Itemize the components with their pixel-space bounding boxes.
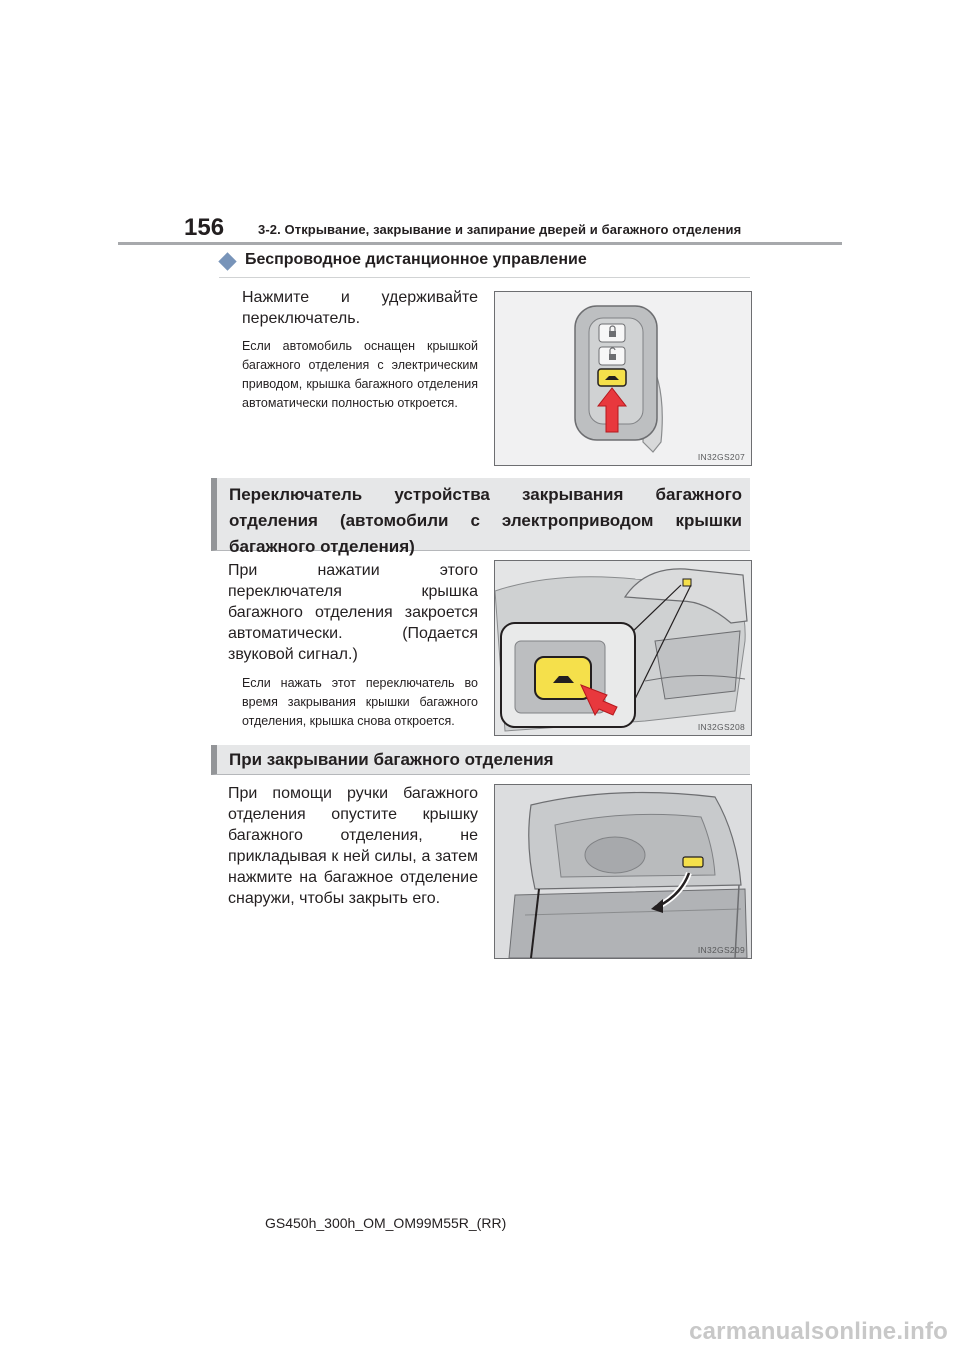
trunk-button-icon	[495, 561, 751, 735]
wireless-heading-text: Беспроводное дистанционное управление	[245, 251, 587, 268]
trunk-closing-illustration	[494, 784, 752, 959]
switch-instruction: При нажатии этого переключателя крышка багажного отделения закроется автоматически. (Подается звуковой сигнал.)	[228, 562, 478, 663]
wireless-note: Если автомобиль оснащен крышкой багажного отделения с электрическим приводом, крышка багажного отделения автоматически полностью откроется.	[242, 339, 478, 410]
figure-code: IN32GS207	[697, 452, 745, 462]
wireless-instruction: Нажмите и удерживайте переключатель.	[242, 289, 478, 327]
page-number: 156	[184, 214, 225, 241]
switch-heading: Переключатель устройства закрывания багажного отделения (автомобили с электроприводом крышки багажного отделения)	[211, 478, 750, 551]
trunk-switch-illustration	[494, 560, 752, 736]
closing-instruction: При помощи ручки багажного отделения опустите крышку багажного отделения, не прикладывая к ней силы, а затем нажмите на багажное отделение снаружи, чтобы закрыть его.	[228, 785, 478, 907]
key-fob-icon	[495, 292, 751, 465]
wireless-heading	[219, 253, 750, 278]
document-code: GS450h_300h_OM_OM99M55R_(RR)	[265, 1215, 507, 1231]
closing-arrow-icon	[495, 785, 751, 958]
switch-note: Если нажать этот переключатель во время закрывания крышки багажного отделения, крышка снова откроется.	[242, 676, 478, 728]
header-rule	[118, 242, 842, 245]
diamond-bullet-icon	[218, 252, 236, 270]
section-header-title: 3-2. Открывание, закрывание и запирание дверей и багажного отделения	[258, 222, 742, 237]
closing-heading: При закрывании багажного отделения	[211, 745, 750, 775]
key-fob-illustration	[494, 291, 752, 466]
watermark[interactable]: carmanualsonline.info	[689, 1318, 948, 1345]
figure-code: IN32GS208	[697, 722, 745, 732]
figure-code: IN32GS209	[697, 945, 745, 955]
